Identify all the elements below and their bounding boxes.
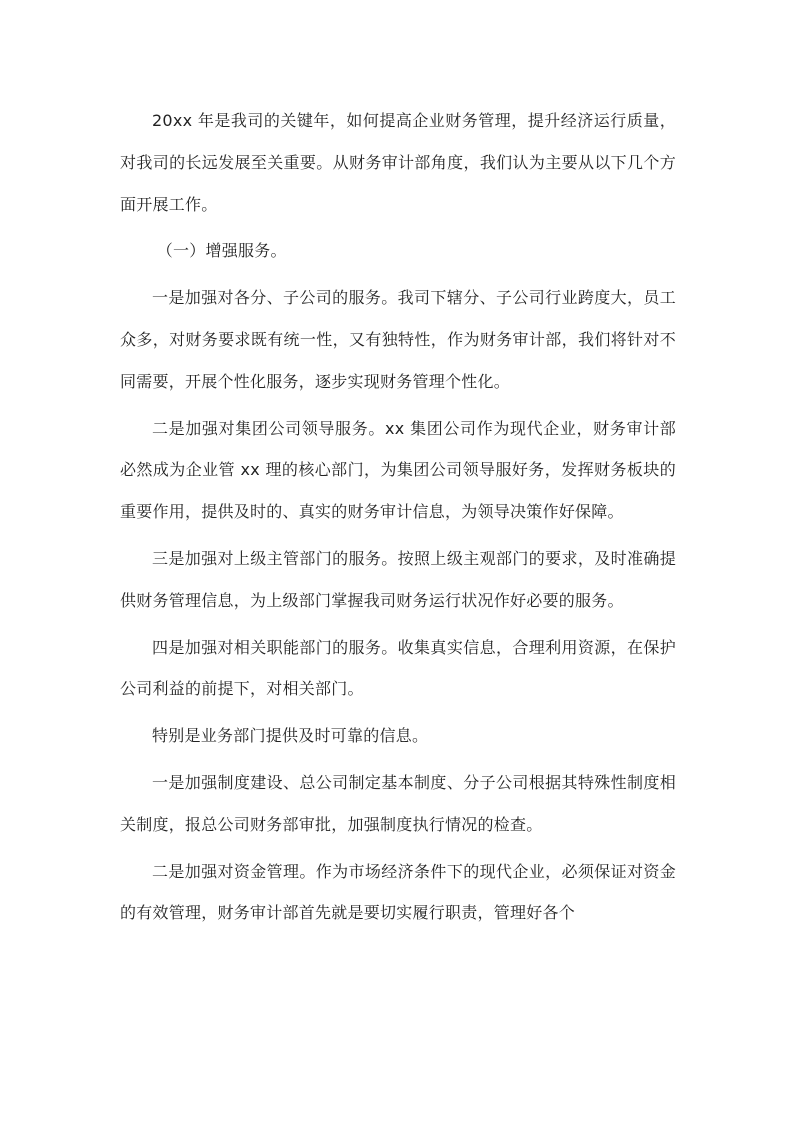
paragraph-intro: 20xx 年是我司的关键年，如何提高企业财务管理，提升经济运行质量，对我司的长远发展至关重要。从财务审计部角度，我们认为主要从以下几个方面开展工作。 <box>120 111 676 214</box>
paragraph-service-3: 三是加强对上级主管部门的服务。按照上级主观部门的要求，及时准确提供财务管理信息，为上级部门掌握我司财务运行状况作好必要的服务。 <box>120 548 676 610</box>
paragraph-system-building: 一是加强制度建设、总公司制定基本制度、分子公司根据其特殊性制度相关制度，报总公司财务部审批，加强制度执行情况的检查。 <box>120 772 676 834</box>
paragraph-service-1: 一是加强对各分、子公司的服务。我司下辖分、子公司行业跨度大，员工众多，对财务要求既有统一性，又有独特性，作为财务审计部，我们将针对不同需要，开展个性化服务，逐步实现财务管理个性化。 <box>120 288 676 391</box>
document-body <box>120 100 676 939</box>
paragraph-fund-management: 二是加强对资金管理。作为市场经济条件下的现代企业，必须保证对资金的有效管理，财务审计部首先就是要切实履行职责，管理好各个 <box>120 861 676 923</box>
paragraph-service-4: 四是加强对相关职能部门的服务。收集真实信息，合理利用资源，在保护公司利益的前提下，对相关部门。 <box>120 637 676 699</box>
section-heading: （一）增强服务。 <box>156 241 287 261</box>
paragraph-business-departments: 特别是业务部门提供及时可靠的信息。 <box>152 726 429 746</box>
paragraph-service-2: 二是加强对集团公司领导服务。xx 集团公司作为现代企业，财务审计部必然成为企业管 xx 理的核心部门，为集团公司领导服好务，发挥财务板块的重要作用，提供及时的、真实的财务审计信息，为领导决策作好保障。 <box>120 418 676 522</box>
